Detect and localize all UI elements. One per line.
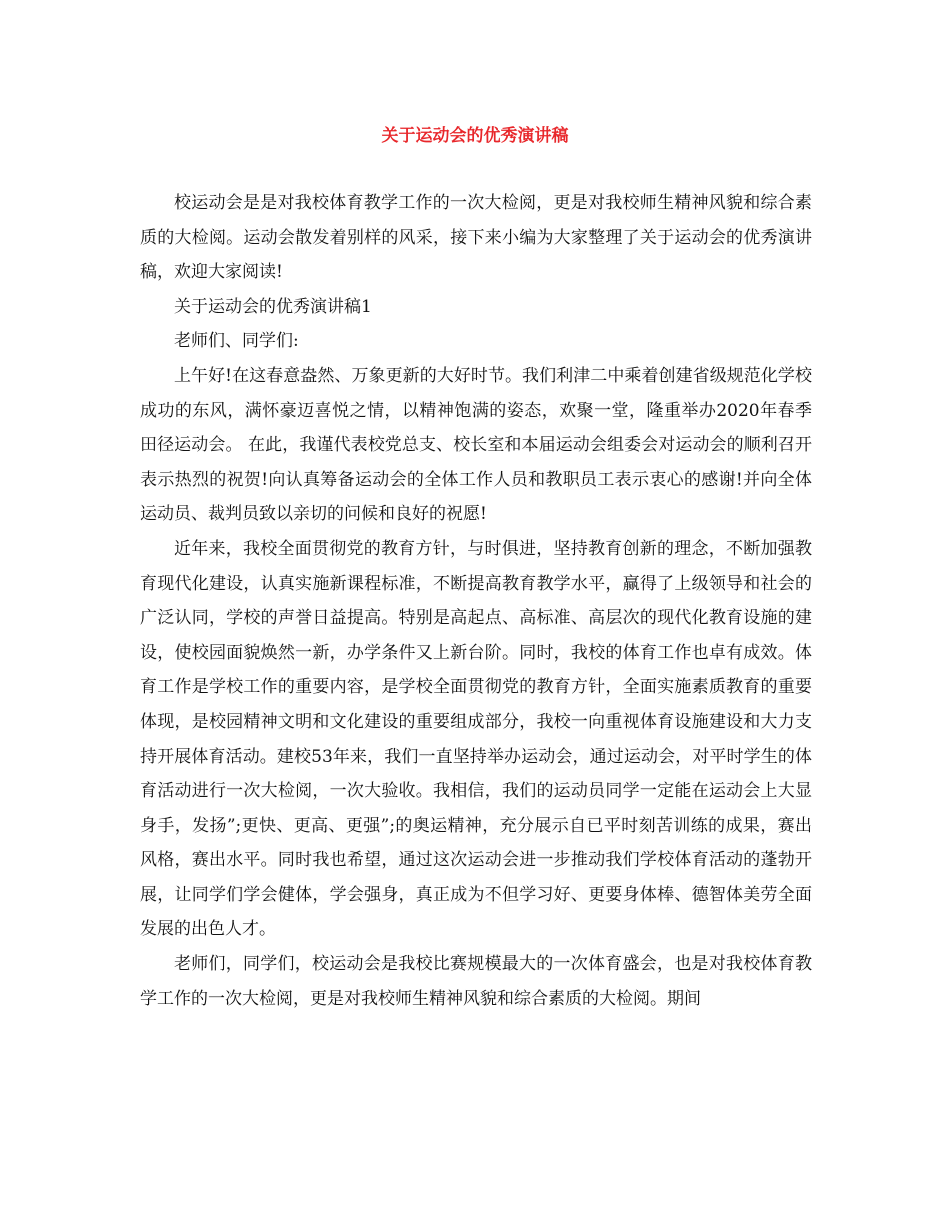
document-title: 关于运动会的优秀演讲稿	[381, 126, 569, 146]
paragraph-greeting: 上午好!在这春意盎然、万象更新的大好时节。我们利津二中乘着创建省级规范化学校成功的东风，满怀豪迈喜悦之情，以精神饱满的姿态，欢聚一堂，隆重举办2020年春季田径运动会。 在此，我谨代表校党总支、校长室和本届运动会组委会对运动会的顺利召开表示热烈的祝贺!向认真筹备运动会的全体工作人员和教职员工表示衷心的感谢!并向全体运动员、裁判员致以亲切的问候和良好的祝愿!	[140, 365, 812, 525]
paragraph-intro: 校运动会是是对我校体育教学工作的一次大检阅，更是对我校师生精神风貌和综合素质的大检阅。运动会散发着别样的风采，接下来小编为大家整理了关于运动会的优秀演讲稿，欢迎大家阅读!	[140, 193, 812, 283]
paragraph-achievements: 近年来，我校全面贯彻党的教育方针，与时俱进，坚持教育创新的理念，不断加强教育现代化建设，认真实施新课程标准，不断提高教育教学水平，赢得了上级领导和社会的广泛认同，学校的声誉日益提高。特别是高起点、高标准、高层次的现代化教育设施的建设，使校园面貌焕然一新，办学条件又上新台阶。同时，我校的体育工作也卓有成效。体育工作是学校工作的重要内容，是学校全面贯彻党的教育方针，全面实施素质教育的重要体现，是校园精神文明和文化建设的重要组成部分，我校一向重视体育设施建设和大力支持开展体育活动。建校53年来，我们一直坚持举办运动会，通过运动会，对平时学生的体育活动进行一次大检阅，一次大验收。我相信，我们的运动员同学一定能在运动会上大显身手，发扬”;更快、更高、更强”;的奥运精神，充分展示自已平时刻苦训练的成果，赛出风格，赛出水平。同时我也希望，通过这次运动会进一步推动我们学校体育活动的蓬勃开展，让同学们学会健体，学会强身，真正成为不但学习好、更要身体棒、德智体美劳全面发展的出色人才。	[140, 538, 812, 940]
paragraph-salutation: 老师们、同学们:	[174, 331, 299, 352]
paragraph-heading: 关于运动会的优秀演讲稿1	[174, 296, 372, 317]
document-body	[140, 186, 812, 1016]
paragraph-closing: 老师们，同学们，校运动会是我校比赛规模最大的一次体育盛会，也是对我校体育教学工作的一次大检阅，更是对我校师生精神风貌和综合素质的大检阅。期间	[140, 954, 812, 1009]
